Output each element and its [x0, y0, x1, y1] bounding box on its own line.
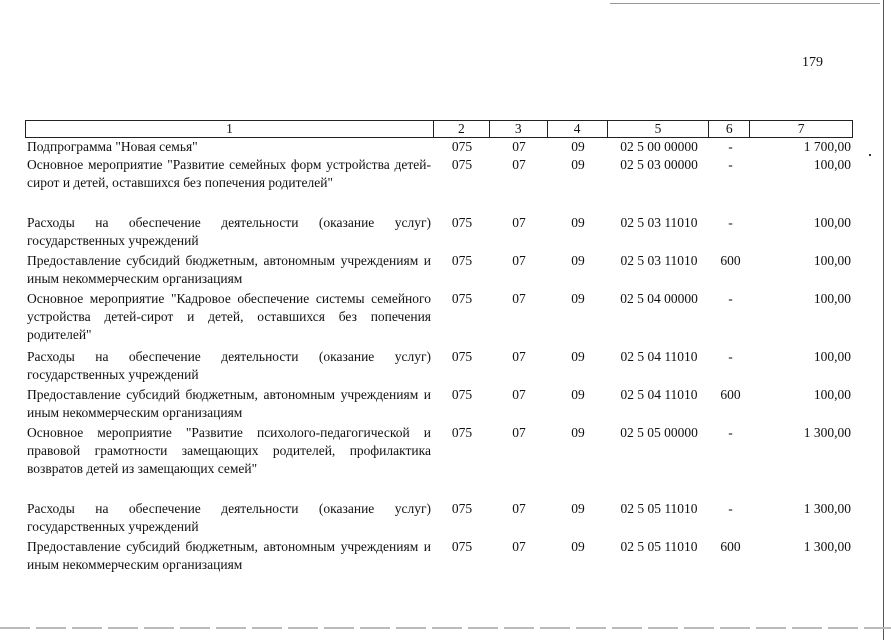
- row-expense-type: -: [728, 501, 733, 516]
- row-admin-code: 075: [451, 291, 473, 306]
- row-amount: 100,00: [813, 291, 851, 306]
- row-subsection: 09: [571, 291, 585, 306]
- table-row: [25, 214, 853, 252]
- row-target-article: 02 5 05 11010: [620, 539, 698, 554]
- header-col-1: 1: [26, 121, 434, 137]
- row-expense-type: -: [728, 139, 733, 154]
- row-subsection: 09: [571, 139, 585, 154]
- row-subsection: 09: [571, 501, 585, 516]
- row-target-article: 02 5 04 11010: [620, 387, 698, 402]
- row-section: 07: [512, 253, 526, 268]
- scan-right-edge: [883, 0, 884, 640]
- row-name: Основное мероприятие "Кадровое обеспечение системы семейного устройства детей-сирот и детей, оставшихся без попечения родителей": [27, 291, 431, 342]
- row-target-article: 02 5 00 00000: [620, 139, 698, 154]
- row-expense-type: -: [728, 291, 733, 306]
- row-name: Расходы на обеспечение деятельности (оказание услуг) государственных учреждений: [27, 349, 431, 382]
- scan-speck: [869, 154, 871, 156]
- row-admin-code: 075: [451, 215, 473, 230]
- header-col-7: 7: [797, 121, 805, 136]
- table-row: [25, 156, 853, 214]
- row-section: 07: [512, 157, 526, 172]
- page-number: 179: [802, 55, 823, 70]
- row-expense-type: 600: [720, 539, 741, 554]
- row-amount: 1 700,00: [803, 139, 851, 154]
- row-expense-type: -: [728, 215, 733, 230]
- row-name: Предоставление субсидий бюджетным, автономным учреждениям и иным некоммерческим организациям: [27, 387, 431, 420]
- table-row: [25, 500, 853, 538]
- row-section: 07: [512, 215, 526, 230]
- row-target-article: 02 5 03 00000: [620, 157, 698, 172]
- row-section: 07: [512, 501, 526, 516]
- scan-bottom-artifact: [0, 627, 891, 629]
- row-amount: 100,00: [813, 215, 851, 230]
- row-target-article: 02 5 04 11010: [620, 349, 698, 364]
- row-expense-type: 600: [720, 253, 741, 268]
- row-section: 07: [512, 539, 526, 554]
- row-admin-code: 075: [451, 253, 473, 268]
- row-name: Основное мероприятие "Развитие семейных форм устройства детей-сирот и детей, оставшихся без попечения родителей": [27, 157, 431, 190]
- table-row: [25, 252, 853, 290]
- row-admin-code: 075: [451, 501, 473, 516]
- row-target-article: 02 5 05 11010: [620, 501, 698, 516]
- header-col-6: 6: [709, 121, 750, 137]
- table-row: [25, 424, 853, 500]
- row-section: 07: [512, 349, 526, 364]
- row-name: Расходы на обеспечение деятельности (оказание услуг) государственных учреждений: [27, 215, 431, 248]
- row-section: 07: [512, 291, 526, 306]
- row-expense-type: -: [728, 425, 733, 440]
- table-header-row: [25, 120, 853, 138]
- row-subsection: 09: [571, 349, 585, 364]
- row-subsection: 09: [571, 539, 585, 554]
- table-row: [25, 348, 853, 386]
- row-subsection: 09: [571, 215, 585, 230]
- row-amount: 1 300,00: [803, 425, 851, 440]
- row-name: Предоставление субсидий бюджетным, автономным учреждениям и иным некоммерческим организациям: [27, 253, 431, 286]
- row-expense-type: 600: [720, 387, 741, 402]
- header-col-4: 4: [548, 121, 608, 137]
- row-target-article: 02 5 03 11010: [620, 253, 698, 268]
- table-row: [25, 538, 853, 576]
- header-col-3: 3: [490, 121, 548, 137]
- row-expense-type: -: [728, 157, 733, 172]
- table-row: [25, 290, 853, 348]
- table-row: [25, 386, 853, 424]
- row-amount: 100,00: [813, 253, 851, 268]
- row-subsection: 09: [571, 253, 585, 268]
- row-expense-type: -: [728, 349, 733, 364]
- scan-top-line: [610, 3, 880, 4]
- row-name: Основное мероприятие "Развитие психолого-педагогической и правовой грамотности замещающих родителей, профилактика возвратов детей из замещающих семей": [27, 425, 431, 476]
- table-row: [25, 138, 853, 156]
- header-col-5: 5: [608, 121, 710, 137]
- row-name: Предоставление субсидий бюджетным, автономным учреждениям и иным некоммерческим организациям: [27, 539, 431, 572]
- row-amount: 1 300,00: [803, 539, 851, 554]
- row-admin-code: 075: [451, 387, 473, 402]
- row-target-article: 02 5 05 00000: [620, 425, 698, 440]
- budget-table: [25, 120, 853, 576]
- row-admin-code: 075: [451, 157, 473, 172]
- row-subsection: 09: [571, 157, 585, 172]
- row-amount: 100,00: [813, 157, 851, 172]
- row-admin-code: 075: [451, 425, 473, 440]
- row-target-article: 02 5 03 11010: [620, 215, 698, 230]
- row-section: 07: [512, 387, 526, 402]
- row-section: 07: [512, 139, 526, 154]
- row-section: 07: [512, 425, 526, 440]
- row-amount: 100,00: [813, 387, 851, 402]
- row-admin-code: 075: [451, 139, 473, 154]
- header-col-2: 2: [434, 121, 490, 137]
- row-subsection: 09: [571, 387, 585, 402]
- row-subsection: 09: [571, 425, 585, 440]
- row-name: Подпрограмма "Новая семья": [27, 139, 198, 154]
- row-admin-code: 075: [451, 539, 473, 554]
- row-admin-code: 075: [451, 349, 473, 364]
- row-target-article: 02 5 04 00000: [620, 291, 698, 306]
- row-amount: 100,00: [813, 349, 851, 364]
- row-amount: 1 300,00: [803, 501, 851, 516]
- row-name: Расходы на обеспечение деятельности (оказание услуг) государственных учреждений: [27, 501, 431, 534]
